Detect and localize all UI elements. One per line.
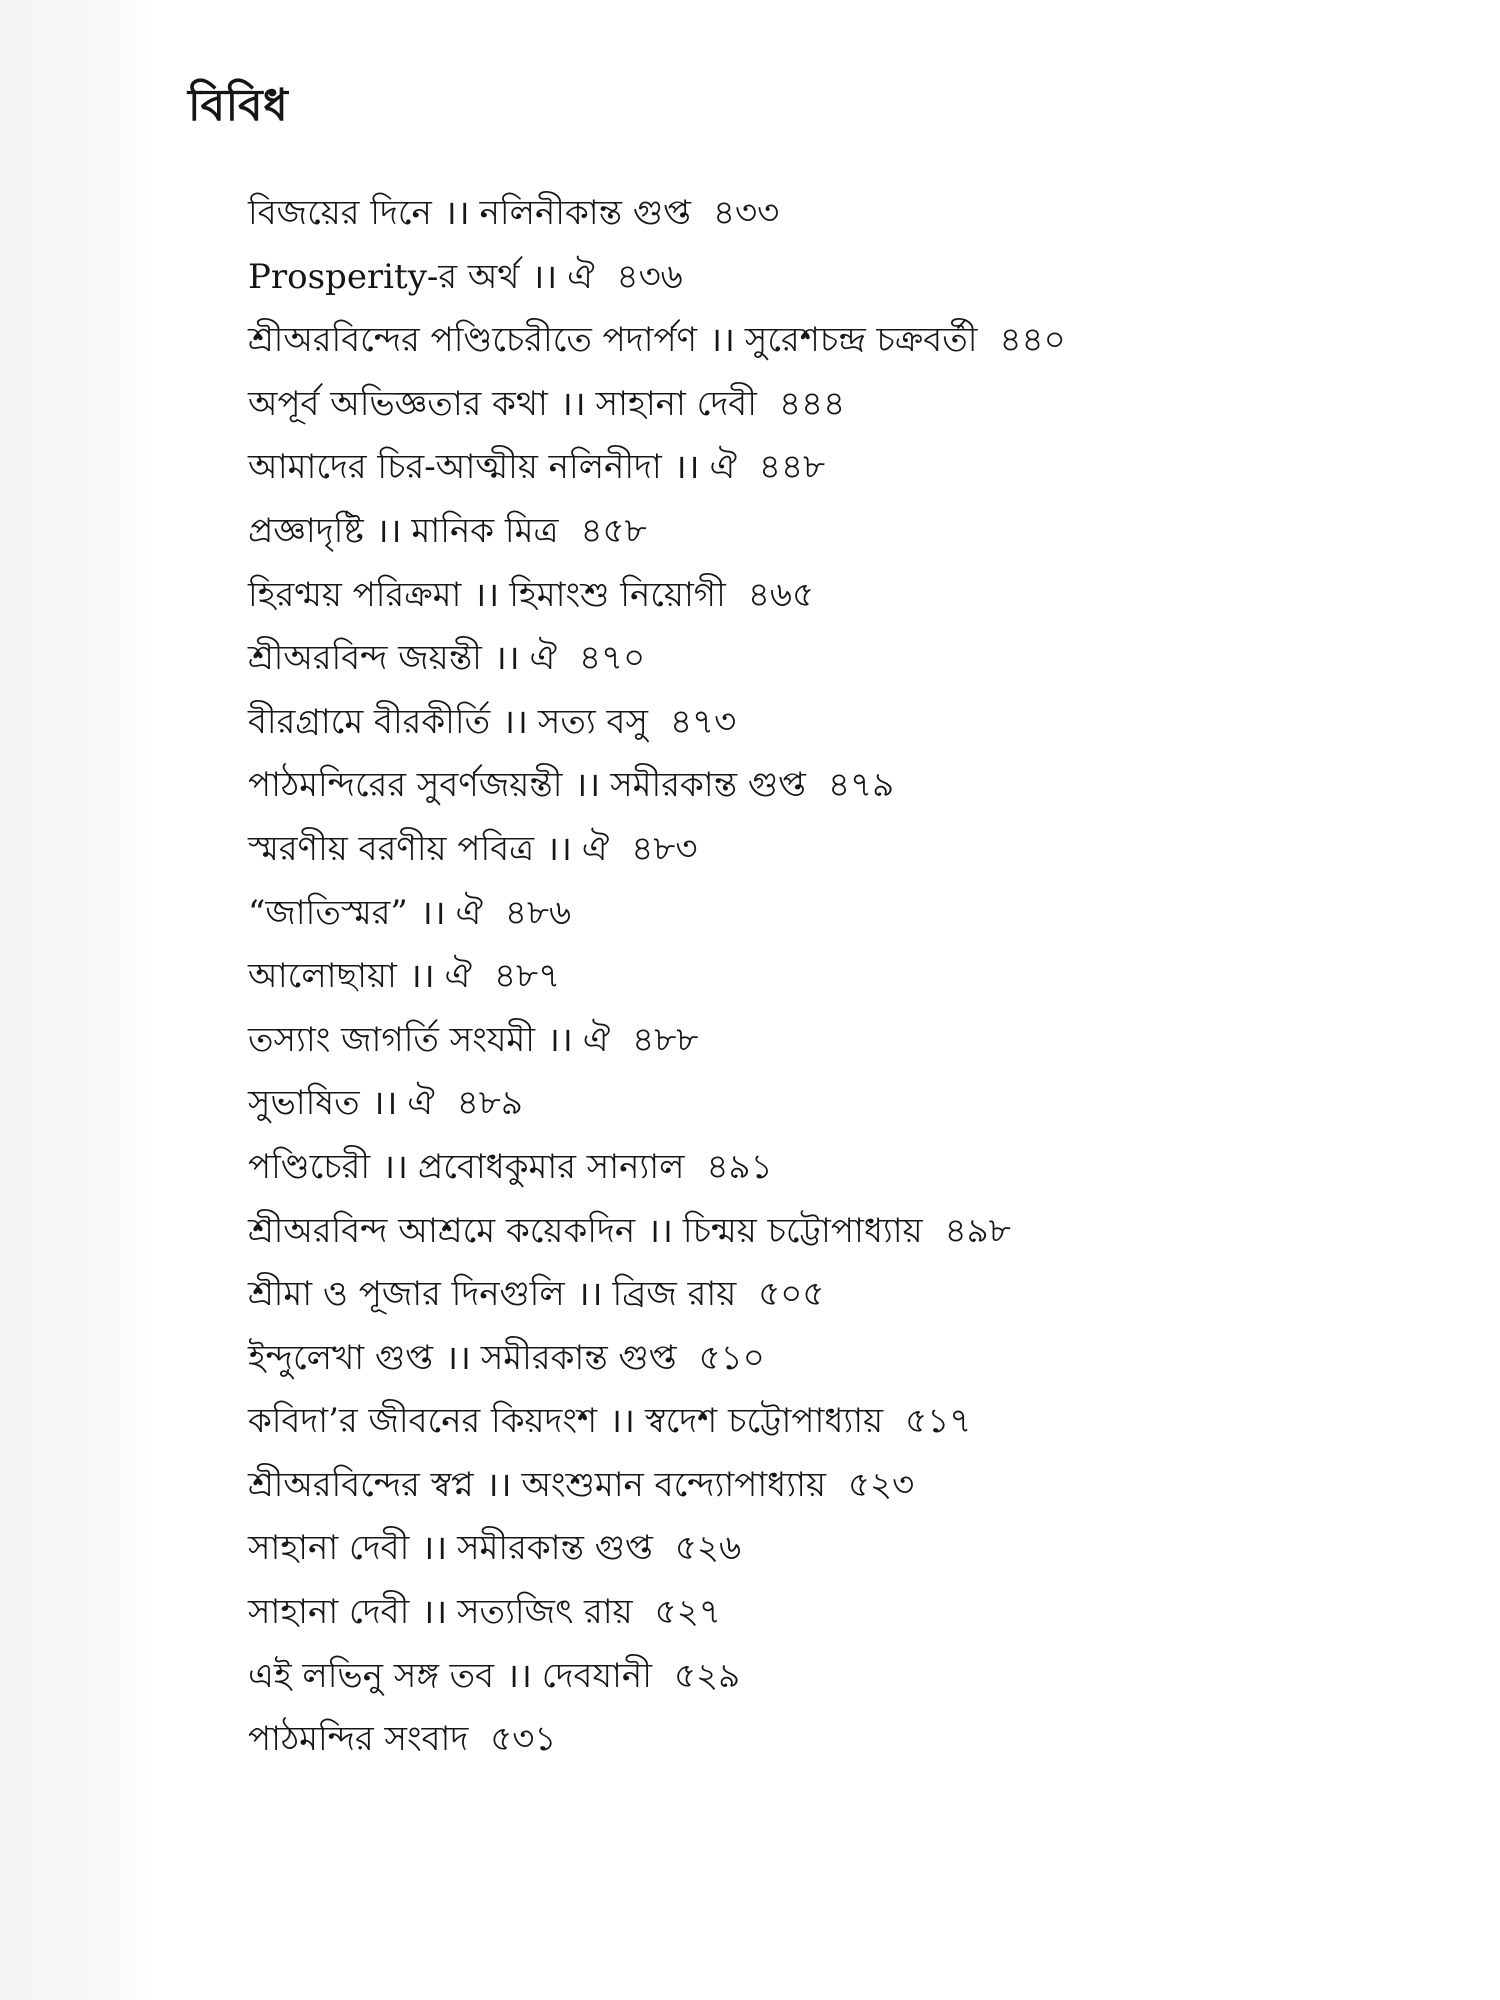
entry-author: দেবযানী <box>541 1655 652 1696</box>
toc-entry <box>248 1014 1428 1078</box>
entry-page-number: ৪৪৪ <box>778 383 846 424</box>
entry-page-number: ৪৩৬ <box>616 256 683 297</box>
toc-entry <box>248 823 1428 887</box>
entry-page-number: ৪৮৮ <box>632 1019 699 1060</box>
entry-separator: ।। <box>574 765 601 806</box>
entry-title: শ্রীঅরবিন্দের পণ্ডিচেরীতে পদার্পণ <box>248 320 698 361</box>
entry-separator: ।। <box>547 1019 573 1060</box>
entry-page-number: ৫০৫ <box>758 1274 825 1315</box>
toc-entry <box>248 1268 1428 1332</box>
toc-entry <box>248 187 1428 251</box>
entry-separator: ।। <box>709 320 735 361</box>
page-gutter-shade <box>0 0 152 2000</box>
entry-title: ইন্দুলেখা গুপ্ত <box>248 1337 434 1378</box>
entry-author: নলিনীকান্ত গুপ্ত <box>479 193 691 233</box>
entry-page-number: ৫২৬ <box>674 1528 742 1569</box>
entry-separator: ।। <box>421 1592 448 1633</box>
entry-title: পাঠমন্দিরের সুবর্ণজয়ন্তী <box>248 765 563 806</box>
entry-separator: ।। <box>443 193 470 233</box>
entry-author: ঐ <box>529 638 557 679</box>
toc-entry <box>248 441 1428 505</box>
entry-author: সমীরকান্ত গুপ্ত <box>610 765 806 806</box>
entry-title: শ্রীমা ও পূজার দিনগুলি <box>248 1274 565 1315</box>
entry-title: অপূর্ব অভিজ্ঞতার কথা <box>248 383 548 424</box>
toc-entry <box>248 1522 1428 1586</box>
entry-separator: ।। <box>421 1528 448 1569</box>
entry-page-number: ৪৮৬ <box>504 892 572 933</box>
entry-title: তস্যাং জাগর্তি সংযমী <box>248 1019 536 1060</box>
entry-page-number: ৫২৩ <box>848 1464 915 1505</box>
entry-title: সুভাষিত <box>248 1083 360 1124</box>
entry-title: আমাদের চির-আত্মীয় নলিনীদা <box>248 447 662 488</box>
entry-page-number: ৪৯৮ <box>944 1210 1011 1251</box>
entry-author: ব্রিজ রায় <box>612 1274 737 1315</box>
entry-author: ঐ <box>581 828 610 869</box>
entry-page-number: ৫২৯ <box>673 1655 741 1696</box>
entry-author: সুরেশচন্দ্র চক্রবর্তী <box>744 320 978 361</box>
entry-page-number: ৪৯১ <box>706 1146 773 1187</box>
entry-title: পাঠমন্দির সংবাদ <box>248 1719 469 1760</box>
entry-page-number: ৪৫৮ <box>580 510 647 551</box>
toc-entry <box>248 1459 1428 1523</box>
entry-page-number: ৪৮৭ <box>493 956 561 997</box>
entry-page-number: ৫১০ <box>698 1337 765 1378</box>
toc-entry <box>248 759 1428 823</box>
entry-author: সমীরকান্ত গুপ্ত <box>480 1337 677 1378</box>
entry-page-number: ৫১৭ <box>905 1401 972 1442</box>
toc-entry <box>248 1205 1428 1269</box>
entry-title: বীরগ্রামে বীরকীর্তি <box>248 701 491 742</box>
toc-entry <box>248 378 1428 442</box>
entry-separator: ।। <box>485 1464 512 1505</box>
entry-page-number: ৪৩৩ <box>712 193 780 233</box>
toc-entry <box>248 1650 1428 1714</box>
entry-title: স্মরণীয় বরণীয় পবিত্র <box>248 828 535 869</box>
entry-page-number: ৪৭৯ <box>827 765 895 806</box>
entry-separator: ।। <box>506 1655 532 1696</box>
entry-page-number: ৫২৭ <box>654 1592 721 1633</box>
entry-page-number: ৪৭০ <box>578 638 646 679</box>
entry-page-number: ৪৭৩ <box>669 701 737 742</box>
entry-separator: ।। <box>419 892 446 933</box>
entry-author: সাহানা দেবী <box>595 383 757 424</box>
entry-author: ঐ <box>582 1019 611 1060</box>
table-of-contents <box>248 187 1428 1777</box>
toc-entry <box>248 1586 1428 1650</box>
toc-entry <box>248 1713 1428 1777</box>
entry-title: কবিদা’র জীবনের কিয়দংশ <box>248 1401 598 1442</box>
entry-separator: ।। <box>502 701 528 742</box>
entry-title: বিজয়ের দিনে <box>248 193 432 233</box>
entry-separator: ।। <box>493 638 520 679</box>
toc-entry <box>248 1141 1428 1205</box>
toc-entry <box>248 505 1428 569</box>
toc-entry <box>248 314 1428 378</box>
entry-title: শ্রীঅরবিন্দ আশ্রমে কয়েকদিন <box>248 1210 636 1251</box>
entry-page-number: ৪৬৫ <box>747 574 815 615</box>
entry-author: সমীরকান্ত গুপ্ত <box>457 1528 653 1569</box>
entry-author: সত্যজিৎ রায় <box>457 1592 633 1633</box>
toc-entry <box>248 1332 1428 1396</box>
entry-page-number: ৫৩১ <box>490 1719 557 1760</box>
entry-separator: ।। <box>576 1274 603 1315</box>
entry-separator: ।। <box>375 510 402 551</box>
entry-separator: ।। <box>609 1401 635 1442</box>
entry-page-number: ৪৪০ <box>999 320 1066 361</box>
entry-separator: ।। <box>673 447 700 488</box>
entry-title: Prosperity-র অর্থ <box>248 256 520 297</box>
toc-entry <box>248 1077 1428 1141</box>
entry-author: ঐ <box>709 447 737 488</box>
toc-entry <box>248 696 1428 760</box>
entry-page-number: ৪৮৩ <box>631 828 698 869</box>
entry-page-number: ৪৪৮ <box>758 447 826 488</box>
entry-author: ঐ <box>444 956 472 997</box>
entry-author: ঐ <box>567 256 595 297</box>
entry-title: এই লভিনু সঙ্গ তব <box>248 1655 495 1696</box>
entry-title: হিরণ্ময় পরিক্রমা <box>248 574 462 615</box>
entry-author: মানিক মিত্র <box>411 510 559 551</box>
entry-separator: ।। <box>408 956 435 997</box>
entry-separator: ।। <box>445 1337 471 1378</box>
toc-entry <box>248 569 1428 633</box>
entry-title: শ্রীঅরবিন্দ জয়ন্তী <box>248 638 482 679</box>
entry-title: প্রজ্ঞাদৃষ্টি <box>248 510 364 551</box>
entry-page-number: ৪৮৯ <box>456 1083 523 1124</box>
entry-separator: ।। <box>647 1210 673 1251</box>
entry-separator: ।। <box>473 574 500 615</box>
toc-entry <box>248 251 1428 315</box>
entry-author: চিন্ময় চট্টোপাধ্যায় <box>682 1210 923 1251</box>
entry-author: অংশুমান বন্দ্যোপাধ্যায় <box>521 1464 826 1505</box>
entry-author: প্রবোধকুমার সান্যাল <box>417 1146 685 1187</box>
toc-entry <box>248 887 1428 951</box>
entry-author: ঐ <box>407 1083 435 1124</box>
toc-entry <box>248 632 1428 696</box>
toc-entry <box>248 950 1428 1014</box>
toc-entry <box>248 1395 1428 1459</box>
entry-title: আলোছায়া <box>248 956 397 997</box>
entry-author: হিমাংশু নিয়োগী <box>509 574 726 615</box>
entry-title: শ্রীঅরবিন্দের স্বপ্ন <box>248 1464 474 1505</box>
entry-title: সাহানা দেবী <box>248 1528 410 1569</box>
entry-title: “জাতিস্মর” <box>248 892 408 933</box>
entry-title: পণ্ডিচেরী <box>248 1146 371 1187</box>
entry-separator: ।। <box>559 383 586 424</box>
entry-separator: ।। <box>546 828 572 869</box>
entry-author: ঐ <box>455 892 483 933</box>
section-title: বিবিধ <box>188 80 289 131</box>
entry-title: সাহানা দেবী <box>248 1592 410 1633</box>
entry-separator: ।। <box>531 256 558 297</box>
entry-author: সত্য বসু <box>537 701 648 742</box>
entry-separator: ।। <box>382 1146 408 1187</box>
entry-separator: ।। <box>371 1083 398 1124</box>
entry-author: স্বদেশ চট্টোপাধ্যায় <box>644 1401 884 1442</box>
